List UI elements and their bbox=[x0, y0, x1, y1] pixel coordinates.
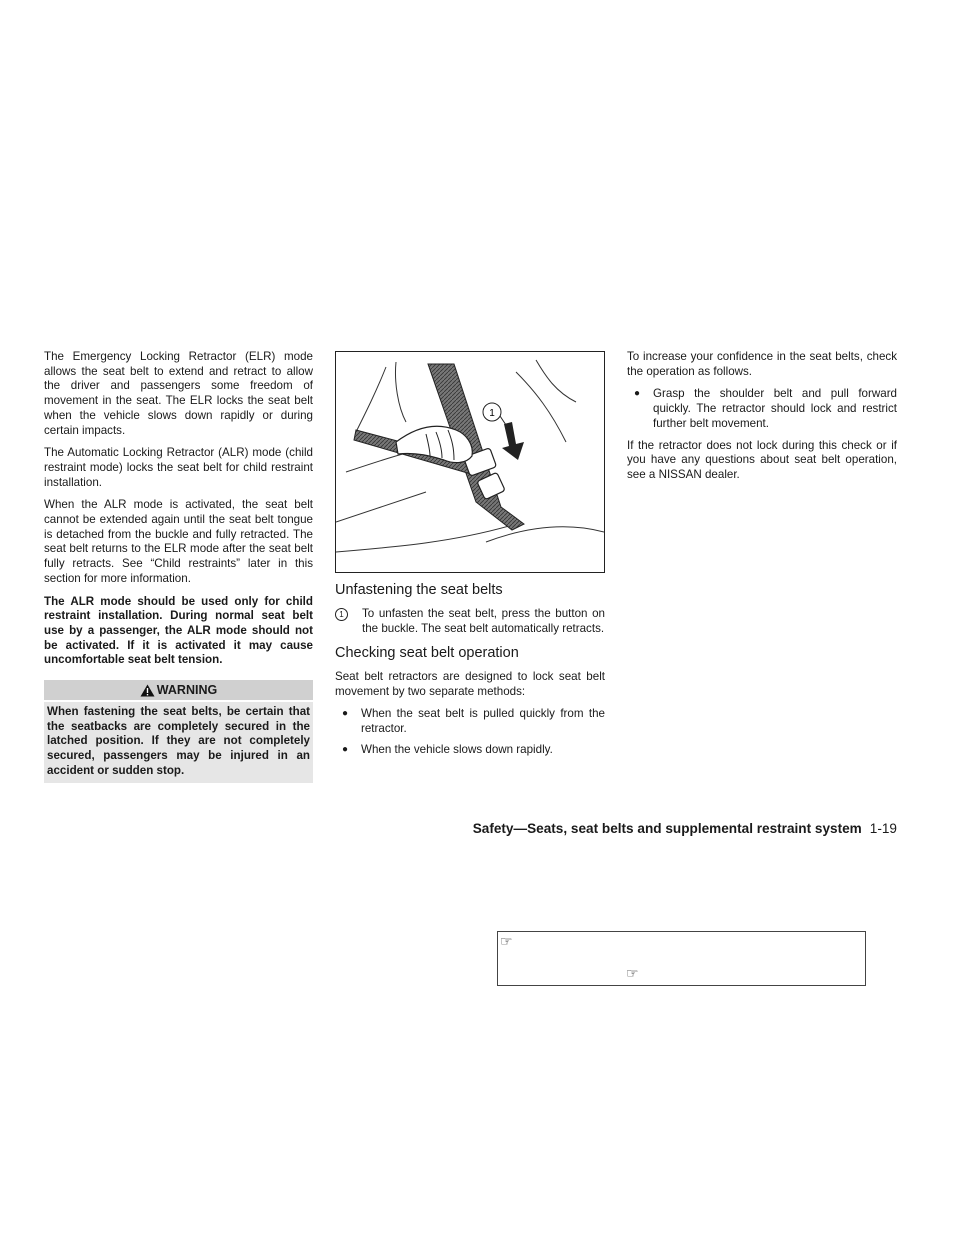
warning-title: WARNING bbox=[156, 682, 218, 697]
pointing-hand-icon: ☞ bbox=[500, 933, 513, 949]
seat-belt-buckle-illustration bbox=[335, 351, 605, 573]
unfasten-step-1 bbox=[335, 607, 605, 636]
warning-header bbox=[44, 680, 313, 700]
bullet-icon: ● bbox=[634, 388, 641, 400]
right-column bbox=[627, 350, 897, 491]
alr-activated-paragraph: When the ALR mode is activated, the seat belt cannot be extended again until the seat belt tongue is detached from the buckle and fully retracted. The seat belt returns to the ELR mode after the seat belt fully retracts. See “Child restraints” later in this section for more information. bbox=[44, 498, 313, 585]
unfastening-heading: Unfastening the seat belts bbox=[335, 582, 503, 598]
elr-paragraph: The Emergency Locking Retractor (ELR) mode allows the seat belt to extend and retract to allow the driver and passengers some freedom of movement in the seat. The ELR locks the seat belt when the vehicle slows down rapidly or during certain impacts. bbox=[44, 350, 313, 437]
middle-column bbox=[335, 351, 605, 765]
retractor-intro: Seat belt retractors are designed to lock seat belt movement by two separate methods: bbox=[335, 670, 605, 699]
checking-heading: Checking seat belt operation bbox=[335, 645, 519, 662]
confidence-paragraph: To increase your confidence in the seat belts, check the operation as follows. bbox=[627, 350, 897, 378]
dealer-paragraph: If the retractor does not lock during this check or if you have any questions about seat belt operation, see a NISSAN dealer. bbox=[627, 438, 897, 481]
alr-paragraph: The Automatic Locking Retractor (ALR) mode (child restraint mode) locks the seat belt for child restraint installation. bbox=[44, 446, 313, 489]
bullet-icon: ● bbox=[342, 744, 349, 756]
page-footer bbox=[440, 821, 897, 836]
bullet-icon: ● bbox=[342, 707, 349, 719]
list-item: ● When the seat belt is pulled quickly from the retractor. bbox=[335, 707, 605, 736]
step-number-badge: 1 bbox=[335, 608, 348, 621]
list-item: ● When the vehicle slows down rapidly. bbox=[335, 743, 605, 758]
warning-triangle-icon bbox=[140, 684, 155, 697]
page-number: 1-19 bbox=[869, 821, 897, 836]
figure-callout-label: 1 bbox=[489, 408, 495, 419]
warning-text: When fastening the seat belts, be certain that the seatbacks are completely secured in the latched position. If they are not completely secured, passengers may be injured in an accident or sudden stop. bbox=[44, 702, 313, 783]
reference-box bbox=[497, 931, 866, 986]
unfasten-step-text: To unfasten the seat belt, press the button on the buckle. The seat belt automatically retracts. bbox=[362, 607, 605, 635]
pointing-hand-icon: ☞ bbox=[626, 965, 639, 981]
section-title: Safety—Seats, seat belts and supplemental restraint system bbox=[472, 821, 862, 836]
list-item: ● Grasp the shoulder belt and pull forward quickly. The retractor should lock and restrict further belt movement. bbox=[627, 387, 897, 431]
left-column bbox=[44, 350, 313, 783]
alr-caution-paragraph: The ALR mode should be used only for child restraint installation. During normal seat belt use by a passenger, the ALR mode should not be activated. If it is activated it may cause uncomfortable seat belt tension. bbox=[44, 594, 313, 667]
